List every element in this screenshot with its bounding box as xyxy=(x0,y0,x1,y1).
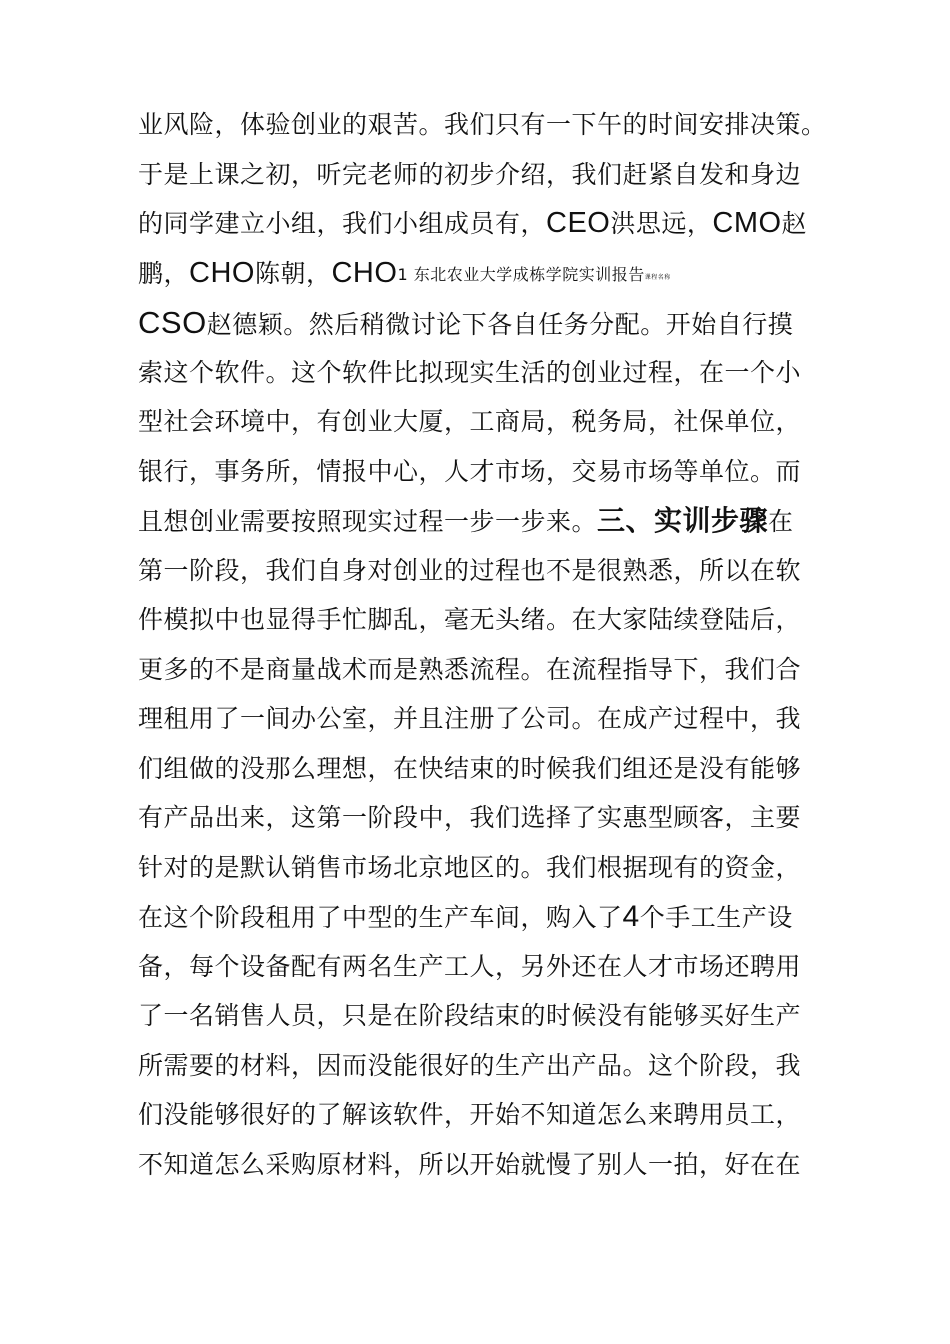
line-17-text-b: 个手工生产设 xyxy=(639,903,793,932)
line-3-text-a: 的同学建立小组，我们小组成员有， xyxy=(138,209,547,238)
role-ceo: CEO xyxy=(546,207,611,239)
text-line-1 xyxy=(138,100,858,150)
line-7-text: 型社会环境中，有创业大厦，工商局，税务局，社保单位， xyxy=(138,407,802,436)
course-name-mark: 课程名称 xyxy=(644,273,671,281)
line-13-text: 理租用了一间办公室，并且注册了公司。在成产过程中，我 xyxy=(138,704,802,733)
line-18-text: 备，每个设备配有两名生产工人，另外还在人才市场还聘用 xyxy=(138,951,802,981)
text-line-12 xyxy=(138,645,858,695)
text-line-2 xyxy=(138,150,858,200)
text-line-6 xyxy=(138,348,858,398)
line-9-text-b: 在 xyxy=(768,507,794,536)
text-line-14 xyxy=(138,744,858,794)
text-line-18 xyxy=(138,942,858,992)
line-19-text: 了一名销售人员，只是在阶段结束的时候没有能够买好生产 xyxy=(138,1001,802,1030)
line-12-text: 更多的不是商量战术而是熟悉流程。在流程指导下，我们合 xyxy=(138,654,802,684)
line-22-text: 不知道怎么采购原材料，所以开始就慢了别人一拍，好在在 xyxy=(138,1149,802,1179)
role-cho-2: CHO xyxy=(331,256,398,289)
line-9-text-a: 且想创业需要按照现实过程一步一步来。 xyxy=(138,507,598,536)
line-8-text: 银行，事务所，情报中心，人才市场，交易市场等单位。而 xyxy=(138,456,802,486)
line-16-text: 针对的是默认销售市场北京地区的。我们根据现有的资金， xyxy=(138,852,802,882)
role-cmo: CMO xyxy=(712,207,782,239)
line-3-text-b: 洪思远， xyxy=(610,209,713,238)
equipment-count: 4 xyxy=(622,900,640,933)
line-15-text: 有产品出来，这第一阶段中，我们选择了实惠型顾客，主要 xyxy=(138,803,802,832)
line-2-text: 于是上课之初，听完老师的初步介绍，我们赶紧自发和身边 xyxy=(138,159,802,189)
line-1-text: 业风险，体验创业的艰苦。我们只有一下午的时间安排决策。 xyxy=(138,110,827,139)
line-20-text: 所需要的材料，因而没能很好的生产出产品。这个阶段，我 xyxy=(138,1050,802,1080)
text-line-20 xyxy=(138,1041,858,1091)
line-4-text-b: 陈朝， xyxy=(254,258,332,288)
line-21-text: 们没能够很好的了解该软件，开始不知道怎么来聘用员工， xyxy=(138,1100,802,1129)
body-text xyxy=(138,100,858,1189)
text-line-5 xyxy=(138,298,858,348)
text-line-15 xyxy=(138,793,858,843)
text-line-9 xyxy=(138,496,858,546)
line-14-text: 们组做的没那么理想，在快结束的时候我们组还是没有能够 xyxy=(138,753,802,783)
line-11-text: 件模拟中也显得手忙脚乱，毫无头绪。在大家陆续登陆后， xyxy=(138,605,802,634)
text-line-16 xyxy=(138,843,858,893)
line-10-text: 第一阶段，我们自身对创业的过程也不是很熟悉，所以在软 xyxy=(138,555,802,585)
text-line-17 xyxy=(138,892,858,942)
text-line-13 xyxy=(138,694,858,744)
line-4-text-a: 鹏， xyxy=(138,258,190,288)
line-3-text-c: 赵 xyxy=(781,209,808,238)
text-line-22 xyxy=(138,1140,858,1190)
report-header-note: 1 东北农业大学成栋学院实训报告 xyxy=(397,264,645,284)
text-line-10 xyxy=(138,546,858,596)
text-line-4 xyxy=(138,249,858,299)
role-cho-1: CHO xyxy=(189,256,255,289)
text-line-8 xyxy=(138,447,858,497)
line-5-text: 赵德颖。然后稍微讨论下各自任务分配。开始自行摸 xyxy=(206,310,794,339)
role-cso: CSO xyxy=(138,305,207,340)
text-line-11 xyxy=(138,595,858,645)
line-17-text-a: 在这个阶段租用了中型的生产车间，购入了 xyxy=(138,903,623,932)
section-heading-training-steps: 三、实训步骤 xyxy=(597,504,769,537)
text-line-19 xyxy=(138,991,858,1041)
text-line-21 xyxy=(138,1090,858,1140)
text-line-3 xyxy=(138,199,858,249)
text-line-7 xyxy=(138,397,858,447)
line-6-text: 索这个软件。这个软件比拟现实生活的创业过程，在一个小 xyxy=(138,357,802,387)
